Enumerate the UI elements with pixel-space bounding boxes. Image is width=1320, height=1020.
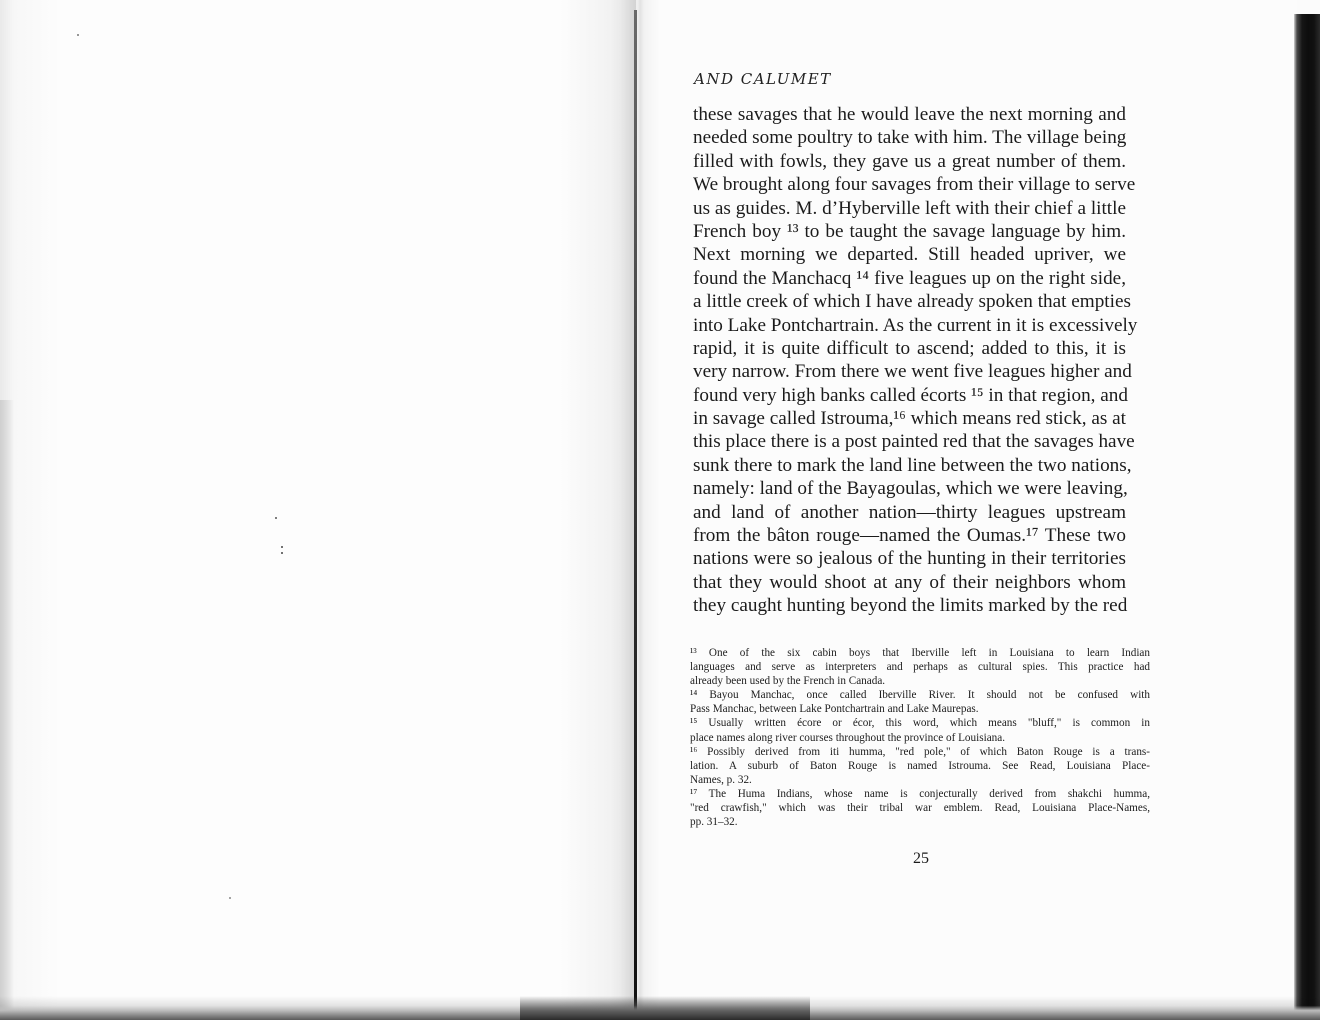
body-line: from the bâton rouge—named the Oumas.¹⁷ These two — [693, 525, 1126, 547]
body-line: us as guides. M. d’Hyberville left with their chief a little — [693, 197, 1126, 219]
footnote-line: Pass Manchac, between Lake Pontchartrain and Lake Maurepas. — [690, 703, 979, 716]
running-head: AND CALUMET — [694, 70, 832, 88]
scan-speck — [281, 552, 283, 554]
body-line: needed some poultry to take with him. The village being — [693, 127, 1127, 149]
bottom-gutter-shadow — [520, 996, 810, 1020]
page-number: 25 — [913, 850, 929, 867]
body-line: a little creek of which I have already spoken that empties — [693, 291, 1131, 313]
body-line: found very high banks called écorts ¹⁵ in that region, and — [693, 384, 1128, 406]
book-gutter — [634, 10, 637, 1020]
left-edge-shadow — [0, 400, 14, 1020]
footnote-line: already been used by the French in Canada. — [690, 675, 886, 688]
gutter-shadow — [620, 0, 660, 1020]
body-line: French boy ¹³ to be taught the savage language by him. — [693, 220, 1126, 242]
footnote-line: pp. 31–32. — [690, 816, 738, 829]
footnotes — [690, 646, 1150, 829]
footnote-line: lation. A suburb of Baton Rouge is named Istrouma. See Read, Louisiana Place- — [690, 759, 1150, 772]
footnote-line: Names, p. 32. — [690, 773, 752, 786]
body-line: rapid, it is quite difficult to ascend; added to this, it is — [693, 337, 1126, 359]
body-text — [693, 103, 1138, 618]
body-line: namely: land of the Bayagoulas, which we were leaving, — [693, 478, 1128, 500]
scan-speck — [77, 34, 79, 36]
footnote-line: ¹⁵ Usually written écore or écor, this word, which means "bluff," is common in — [690, 717, 1150, 730]
body-line: We brought along four savages from their village to serve — [693, 174, 1136, 196]
footnote-line: ¹⁷ The Huma Indians, whose name is conjecturally derived from shakchi humma, — [690, 787, 1150, 800]
body-line: Next morning we departed. Still headed upriver, we — [693, 244, 1126, 266]
body-line: nations were so jealous of the hunting in their territories — [693, 548, 1126, 570]
left-page-blank — [0, 0, 636, 1020]
body-line: this place there is a post painted red that the savages have — [693, 431, 1135, 453]
body-line: found the Manchacq ¹⁴ five leagues up on the right side, — [693, 267, 1126, 289]
body-line: in savage called Istrouma,¹⁶ which means red stick, as at — [693, 408, 1126, 430]
body-line: sunk there to mark the land line between the two nations, — [693, 454, 1132, 476]
body-line: that they would shoot at any of their neighbors whom — [693, 571, 1126, 593]
scan-speck — [275, 517, 277, 519]
footnote-line: ¹⁶ Possibly derived from iti humma, "red pole," of which Baton Rouge is a trans- — [690, 745, 1150, 758]
body-line: and land of another nation—thirty leagues upstream — [693, 501, 1126, 523]
body-line: they caught hunting beyond the limits marked by the red — [693, 595, 1128, 617]
body-line: very narrow. From there we went five leagues higher and — [693, 361, 1132, 383]
footnote-line: ¹³ One of the six cabin boys that Iberville left in Louisiana to learn Indian — [690, 647, 1150, 659]
body-line: these savages that he would leave the next morning and — [693, 104, 1126, 125]
body-line: filled with fowls, they gave us a great number of them. — [693, 150, 1126, 172]
footnote-line: languages and serve as interpreters and perhaps as cultural spies. This practice had — [690, 661, 1150, 674]
footnote-line: place names along river courses throughout the province of Louisiana. — [690, 731, 1006, 744]
footnote-line: ¹⁴ Bayou Manchac, once called Iberville River. It should not be confused with — [690, 689, 1150, 702]
footnote-line: "red crawfish," which was their tribal war emblem. Read, Louisiana Place-Names, — [690, 802, 1150, 815]
right-page-edge-shadow — [1294, 14, 1320, 1020]
body-line: into Lake Pontchartrain. As the current in it is excessively — [693, 314, 1138, 336]
scan-speck — [281, 546, 283, 548]
scan-speck — [229, 897, 231, 899]
